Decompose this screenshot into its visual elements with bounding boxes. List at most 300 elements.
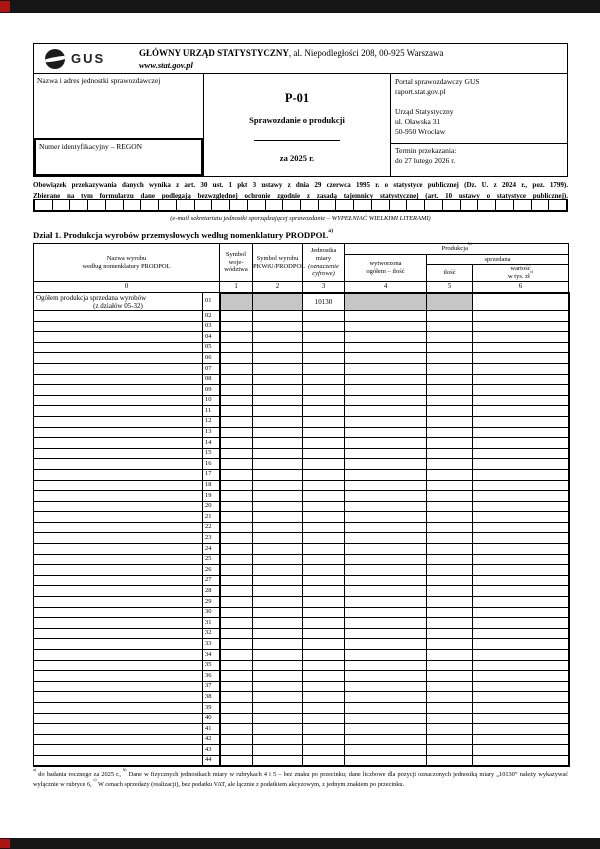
sold-value-cell[interactable] (473, 448, 569, 459)
sold-qty-cell[interactable] (427, 724, 473, 735)
sold-qty-cell[interactable] (427, 533, 473, 544)
produced-cell[interactable] (345, 681, 427, 692)
produced-cell[interactable] (345, 586, 427, 597)
email-char-cell[interactable] (532, 200, 550, 210)
email-char-cell[interactable] (390, 200, 408, 210)
sold-value-cell[interactable] (473, 363, 569, 374)
produced-cell[interactable] (345, 438, 427, 449)
symbol-cell[interactable] (253, 363, 303, 374)
sold-qty-cell[interactable] (427, 311, 473, 322)
unit-code-cell[interactable] (303, 575, 345, 586)
voivodeship-cell[interactable] (220, 745, 253, 756)
product-name-cell[interactable] (34, 724, 203, 735)
sold-qty-cell[interactable] (427, 607, 473, 618)
produced-cell[interactable] (345, 544, 427, 555)
symbol-cell[interactable] (253, 353, 303, 364)
email-char-cell[interactable] (496, 200, 514, 210)
unit-code-cell[interactable] (303, 406, 345, 417)
email-char-cell[interactable] (195, 200, 213, 210)
symbol-cell[interactable] (253, 565, 303, 576)
unit-code-cell[interactable] (303, 681, 345, 692)
produced-cell[interactable] (345, 692, 427, 703)
voivodeship-cell[interactable] (220, 374, 253, 385)
product-name-cell[interactable] (34, 438, 203, 449)
symbol-cell[interactable] (253, 734, 303, 745)
voivodeship-cell[interactable] (220, 671, 253, 682)
sold-qty-cell[interactable] (427, 438, 473, 449)
unit-code-cell[interactable] (303, 491, 345, 502)
sold-value-cell[interactable] (473, 724, 569, 735)
voivodeship-cell[interactable] (220, 459, 253, 470)
voivodeship-cell[interactable] (220, 650, 253, 661)
produced-cell[interactable] (345, 491, 427, 502)
voivodeship-cell[interactable] (220, 554, 253, 565)
product-name-cell[interactable] (34, 628, 203, 639)
unit-code-cell[interactable] (303, 459, 345, 470)
sold-qty-cell[interactable] (427, 671, 473, 682)
voivodeship-cell[interactable] (220, 628, 253, 639)
sold-value-cell[interactable] (473, 575, 569, 586)
produced-cell[interactable] (345, 321, 427, 332)
product-name-cell[interactable] (34, 713, 203, 724)
unit-code-cell[interactable] (303, 650, 345, 661)
sold-qty-cell[interactable] (427, 734, 473, 745)
sold-value-cell[interactable] (473, 565, 569, 576)
symbol-cell[interactable] (253, 755, 303, 766)
symbol-cell[interactable] (253, 575, 303, 586)
unit-code-cell[interactable] (303, 374, 345, 385)
symbol-cell[interactable] (253, 639, 303, 650)
unit-code-cell[interactable] (303, 480, 345, 491)
unit-code-cell[interactable] (303, 692, 345, 703)
voivodeship-cell[interactable] (220, 755, 253, 766)
sold-value-cell[interactable] (473, 650, 569, 661)
unit-code-cell[interactable] (303, 416, 345, 427)
symbol-cell[interactable] (253, 395, 303, 406)
sold-qty-cell[interactable] (427, 713, 473, 724)
product-name-cell[interactable] (34, 491, 203, 502)
sold-qty-cell[interactable] (427, 565, 473, 576)
product-name-cell[interactable] (34, 734, 203, 745)
product-name-cell[interactable] (34, 332, 203, 343)
voivodeship-cell[interactable] (220, 586, 253, 597)
sold-value-cell[interactable] (473, 293, 569, 311)
symbol-cell[interactable] (253, 406, 303, 417)
unit-code-cell[interactable] (303, 321, 345, 332)
produced-cell[interactable] (345, 480, 427, 491)
produced-cell[interactable] (345, 533, 427, 544)
sold-value-cell[interactable] (473, 459, 569, 470)
symbol-cell[interactable] (253, 459, 303, 470)
sold-value-cell[interactable] (473, 713, 569, 724)
product-name-cell[interactable] (34, 544, 203, 555)
symbol-cell[interactable] (253, 681, 303, 692)
voivodeship-cell[interactable] (220, 713, 253, 724)
sold-qty-cell[interactable] (427, 459, 473, 470)
symbol-cell[interactable] (253, 427, 303, 438)
symbol-cell[interactable] (253, 491, 303, 502)
produced-cell[interactable] (345, 597, 427, 608)
email-char-cell[interactable] (283, 200, 301, 210)
symbol-cell[interactable] (253, 544, 303, 555)
produced-cell[interactable] (345, 459, 427, 470)
sold-value-cell[interactable] (473, 544, 569, 555)
sold-qty-cell[interactable] (427, 469, 473, 480)
symbol-cell[interactable] (253, 650, 303, 661)
voivodeship-cell[interactable] (220, 575, 253, 586)
unit-code-cell[interactable] (303, 342, 345, 353)
produced-cell[interactable] (345, 565, 427, 576)
sold-value-cell[interactable] (473, 480, 569, 491)
unit-code-cell[interactable] (303, 565, 345, 576)
symbol-cell[interactable] (253, 438, 303, 449)
sold-value-cell[interactable] (473, 406, 569, 417)
produced-cell[interactable] (345, 448, 427, 459)
produced-cell[interactable] (345, 363, 427, 374)
produced-cell[interactable] (345, 395, 427, 406)
email-char-cell[interactable] (319, 200, 337, 210)
sold-qty-cell[interactable] (427, 512, 473, 523)
sold-value-cell[interactable] (473, 618, 569, 629)
sold-qty-cell[interactable] (427, 755, 473, 766)
voivodeship-cell[interactable] (220, 406, 253, 417)
product-name-cell[interactable] (34, 459, 203, 470)
sold-value-cell[interactable] (473, 374, 569, 385)
sold-qty-cell[interactable] (427, 554, 473, 565)
sold-value-cell[interactable] (473, 469, 569, 480)
sold-value-cell[interactable] (473, 416, 569, 427)
symbol-cell[interactable] (253, 469, 303, 480)
unit-code-cell[interactable] (303, 607, 345, 618)
symbol-cell[interactable] (253, 618, 303, 629)
symbol-cell[interactable] (253, 745, 303, 756)
email-char-cell[interactable] (514, 200, 532, 210)
sold-value-cell[interactable] (473, 607, 569, 618)
sold-qty-cell[interactable] (427, 522, 473, 533)
produced-cell[interactable] (345, 522, 427, 533)
sold-qty-cell[interactable] (427, 586, 473, 597)
produced-cell[interactable] (345, 342, 427, 353)
unit-code-cell[interactable] (303, 311, 345, 322)
sold-value-cell[interactable] (473, 353, 569, 364)
sold-value-cell[interactable] (473, 660, 569, 671)
unit-code-cell[interactable] (303, 512, 345, 523)
sold-value-cell[interactable] (473, 628, 569, 639)
sold-qty-cell[interactable] (427, 660, 473, 671)
sold-qty-cell[interactable] (427, 416, 473, 427)
sold-value-cell[interactable] (473, 321, 569, 332)
email-char-cell[interactable] (35, 200, 53, 210)
sold-value-cell[interactable] (473, 597, 569, 608)
symbol-cell[interactable] (253, 533, 303, 544)
unit-code-cell[interactable] (303, 628, 345, 639)
sold-qty-cell[interactable] (427, 385, 473, 396)
sold-qty-cell[interactable] (427, 575, 473, 586)
voivodeship-cell[interactable] (220, 311, 253, 322)
sold-value-cell[interactable] (473, 385, 569, 396)
unit-code-cell[interactable] (303, 501, 345, 512)
voivodeship-cell[interactable] (220, 702, 253, 713)
produced-cell[interactable] (345, 650, 427, 661)
sold-qty-cell[interactable] (427, 692, 473, 703)
sold-value-cell[interactable] (473, 491, 569, 502)
sold-value-cell[interactable] (473, 522, 569, 533)
unit-code-cell[interactable] (303, 522, 345, 533)
product-name-cell[interactable] (34, 607, 203, 618)
product-name-cell[interactable] (34, 618, 203, 629)
unit-code-cell[interactable] (303, 724, 345, 735)
symbol-cell[interactable] (253, 311, 303, 322)
unit-code-cell[interactable] (303, 554, 345, 565)
voivodeship-cell[interactable] (220, 639, 253, 650)
unit-code-cell[interactable] (303, 734, 345, 745)
unit-code-cell[interactable] (303, 713, 345, 724)
email-char-cell[interactable] (301, 200, 319, 210)
sold-qty-cell[interactable] (427, 427, 473, 438)
product-name-cell[interactable] (34, 660, 203, 671)
symbol-cell[interactable] (253, 448, 303, 459)
produced-cell[interactable] (345, 628, 427, 639)
email-char-cell[interactable] (549, 200, 566, 210)
email-char-cell[interactable] (443, 200, 461, 210)
symbol-cell[interactable] (253, 671, 303, 682)
product-name-cell[interactable] (34, 745, 203, 756)
unit-code-cell[interactable] (303, 469, 345, 480)
symbol-cell[interactable] (253, 607, 303, 618)
sold-qty-cell[interactable] (427, 650, 473, 661)
regon-field[interactable] (34, 138, 203, 176)
symbol-cell[interactable] (253, 692, 303, 703)
voivodeship-cell[interactable] (220, 480, 253, 491)
symbol-cell[interactable] (253, 554, 303, 565)
product-name-cell[interactable] (34, 702, 203, 713)
email-comb-field[interactable] (33, 199, 568, 212)
produced-cell[interactable] (345, 755, 427, 766)
email-char-cell[interactable] (425, 200, 443, 210)
voivodeship-cell[interactable] (220, 332, 253, 343)
voivodeship-cell[interactable] (220, 607, 253, 618)
voivodeship-cell[interactable] (220, 724, 253, 735)
sold-qty-cell[interactable] (427, 681, 473, 692)
produced-cell[interactable] (345, 554, 427, 565)
unit-code-cell[interactable] (303, 586, 345, 597)
product-name-cell[interactable] (34, 342, 203, 353)
email-char-cell[interactable] (177, 200, 195, 210)
voivodeship-cell[interactable] (220, 734, 253, 745)
product-name-cell[interactable] (34, 448, 203, 459)
unit-code-cell[interactable] (303, 438, 345, 449)
symbol-cell[interactable] (253, 342, 303, 353)
symbol-cell[interactable] (253, 321, 303, 332)
sold-qty-cell[interactable] (427, 639, 473, 650)
produced-cell[interactable] (345, 406, 427, 417)
product-name-cell[interactable] (34, 586, 203, 597)
unit-code-cell[interactable] (303, 755, 345, 766)
produced-cell[interactable] (345, 671, 427, 682)
email-char-cell[interactable] (70, 200, 88, 210)
email-char-cell[interactable] (141, 200, 159, 210)
product-name-cell[interactable] (34, 480, 203, 491)
produced-cell[interactable] (345, 618, 427, 629)
symbol-cell[interactable] (253, 385, 303, 396)
voivodeship-cell[interactable] (220, 469, 253, 480)
sold-value-cell[interactable] (473, 533, 569, 544)
voivodeship-cell[interactable] (220, 501, 253, 512)
unit-code-cell[interactable] (303, 544, 345, 555)
voivodeship-cell[interactable] (220, 512, 253, 523)
produced-cell[interactable] (345, 311, 427, 322)
sold-qty-cell[interactable] (427, 544, 473, 555)
unit-code-cell[interactable] (303, 702, 345, 713)
produced-cell[interactable] (345, 416, 427, 427)
symbol-cell[interactable] (253, 702, 303, 713)
voivodeship-cell[interactable] (220, 660, 253, 671)
email-char-cell[interactable] (88, 200, 106, 210)
product-name-cell[interactable] (34, 363, 203, 374)
product-name-cell[interactable] (34, 565, 203, 576)
voivodeship-cell[interactable] (220, 342, 253, 353)
voivodeship-cell[interactable] (220, 533, 253, 544)
sold-qty-cell[interactable] (427, 628, 473, 639)
sold-qty-cell[interactable] (427, 374, 473, 385)
symbol-cell[interactable] (253, 597, 303, 608)
email-char-cell[interactable] (106, 200, 124, 210)
sold-qty-cell[interactable] (427, 332, 473, 343)
voivodeship-cell[interactable] (220, 522, 253, 533)
unit-code-cell[interactable] (303, 332, 345, 343)
sold-value-cell[interactable] (473, 554, 569, 565)
unit-code-cell[interactable] (303, 671, 345, 682)
email-char-cell[interactable] (478, 200, 496, 210)
email-char-cell[interactable] (461, 200, 479, 210)
sold-qty-cell[interactable] (427, 353, 473, 364)
produced-cell[interactable] (345, 660, 427, 671)
product-name-cell[interactable] (34, 395, 203, 406)
unit-code-cell[interactable]: 10130 (303, 293, 345, 311)
voivodeship-cell[interactable] (220, 681, 253, 692)
sold-value-cell[interactable] (473, 586, 569, 597)
product-name-cell[interactable] (34, 406, 203, 417)
voivodeship-cell[interactable] (220, 565, 253, 576)
product-name-cell[interactable] (34, 512, 203, 523)
product-name-cell[interactable] (34, 427, 203, 438)
product-name-cell[interactable] (34, 554, 203, 565)
produced-cell[interactable] (345, 469, 427, 480)
voivodeship-cell[interactable] (220, 363, 253, 374)
product-name-cell[interactable] (34, 374, 203, 385)
symbol-cell[interactable] (253, 522, 303, 533)
product-name-cell[interactable] (34, 533, 203, 544)
produced-cell[interactable] (345, 713, 427, 724)
product-name-cell[interactable] (34, 501, 203, 512)
sold-qty-cell[interactable] (427, 342, 473, 353)
sold-qty-cell[interactable] (427, 501, 473, 512)
symbol-cell[interactable] (253, 374, 303, 385)
sold-qty-cell[interactable] (427, 491, 473, 502)
sold-value-cell[interactable] (473, 332, 569, 343)
unit-code-cell[interactable] (303, 427, 345, 438)
voivodeship-cell[interactable] (220, 416, 253, 427)
sold-value-cell[interactable] (473, 501, 569, 512)
produced-cell[interactable] (345, 427, 427, 438)
sold-value-cell[interactable] (473, 427, 569, 438)
sold-value-cell[interactable] (473, 702, 569, 713)
product-name-cell[interactable] (34, 671, 203, 682)
unit-code-cell[interactable] (303, 597, 345, 608)
symbol-cell[interactable] (253, 628, 303, 639)
email-char-cell[interactable] (407, 200, 425, 210)
sold-qty-cell[interactable] (427, 480, 473, 491)
product-name-cell[interactable] (34, 321, 203, 332)
sold-value-cell[interactable] (473, 734, 569, 745)
unit-code-cell[interactable] (303, 639, 345, 650)
produced-cell[interactable] (345, 374, 427, 385)
unit-code-cell[interactable] (303, 363, 345, 374)
email-char-cell[interactable] (212, 200, 230, 210)
product-name-cell[interactable] (34, 522, 203, 533)
email-char-cell[interactable] (53, 200, 71, 210)
email-char-cell[interactable] (266, 200, 284, 210)
sold-value-cell[interactable] (473, 755, 569, 766)
sold-value-cell[interactable] (473, 512, 569, 523)
unit-code-cell[interactable] (303, 395, 345, 406)
produced-cell[interactable] (345, 724, 427, 735)
product-name-cell[interactable] (34, 416, 203, 427)
produced-cell[interactable] (345, 607, 427, 618)
voivodeship-cell[interactable] (220, 395, 253, 406)
voivodeship-cell[interactable] (220, 385, 253, 396)
sold-value-cell[interactable] (473, 639, 569, 650)
voivodeship-cell[interactable] (220, 618, 253, 629)
unit-code-cell[interactable] (303, 448, 345, 459)
sold-value-cell[interactable] (473, 681, 569, 692)
sold-value-cell[interactable] (473, 692, 569, 703)
produced-cell[interactable] (345, 353, 427, 364)
product-name-cell[interactable] (34, 650, 203, 661)
voivodeship-cell[interactable] (220, 353, 253, 364)
product-name-cell[interactable] (34, 575, 203, 586)
sold-qty-cell[interactable] (427, 702, 473, 713)
unit-code-cell[interactable] (303, 385, 345, 396)
unit-code-cell[interactable] (303, 745, 345, 756)
sold-qty-cell[interactable] (427, 321, 473, 332)
unit-code-cell[interactable] (303, 533, 345, 544)
voivodeship-cell[interactable] (220, 448, 253, 459)
product-name-cell[interactable] (34, 385, 203, 396)
email-char-cell[interactable] (372, 200, 390, 210)
produced-cell[interactable] (345, 734, 427, 745)
sold-value-cell[interactable] (473, 342, 569, 353)
sold-qty-cell[interactable] (427, 618, 473, 629)
product-name-cell[interactable] (34, 692, 203, 703)
email-char-cell[interactable] (230, 200, 248, 210)
product-name-cell[interactable] (34, 681, 203, 692)
product-name-cell[interactable] (34, 639, 203, 650)
voivodeship-cell[interactable] (220, 692, 253, 703)
product-name-cell[interactable] (34, 597, 203, 608)
unit-code-cell[interactable] (303, 618, 345, 629)
voivodeship-cell[interactable] (220, 438, 253, 449)
product-name-cell[interactable] (34, 469, 203, 480)
sold-qty-cell[interactable] (427, 597, 473, 608)
produced-cell[interactable] (345, 575, 427, 586)
produced-cell[interactable] (345, 639, 427, 650)
email-char-cell[interactable] (354, 200, 372, 210)
email-char-cell[interactable] (336, 200, 354, 210)
unit-code-cell[interactable] (303, 660, 345, 671)
voivodeship-cell[interactable] (220, 544, 253, 555)
product-name-cell[interactable] (34, 311, 203, 322)
